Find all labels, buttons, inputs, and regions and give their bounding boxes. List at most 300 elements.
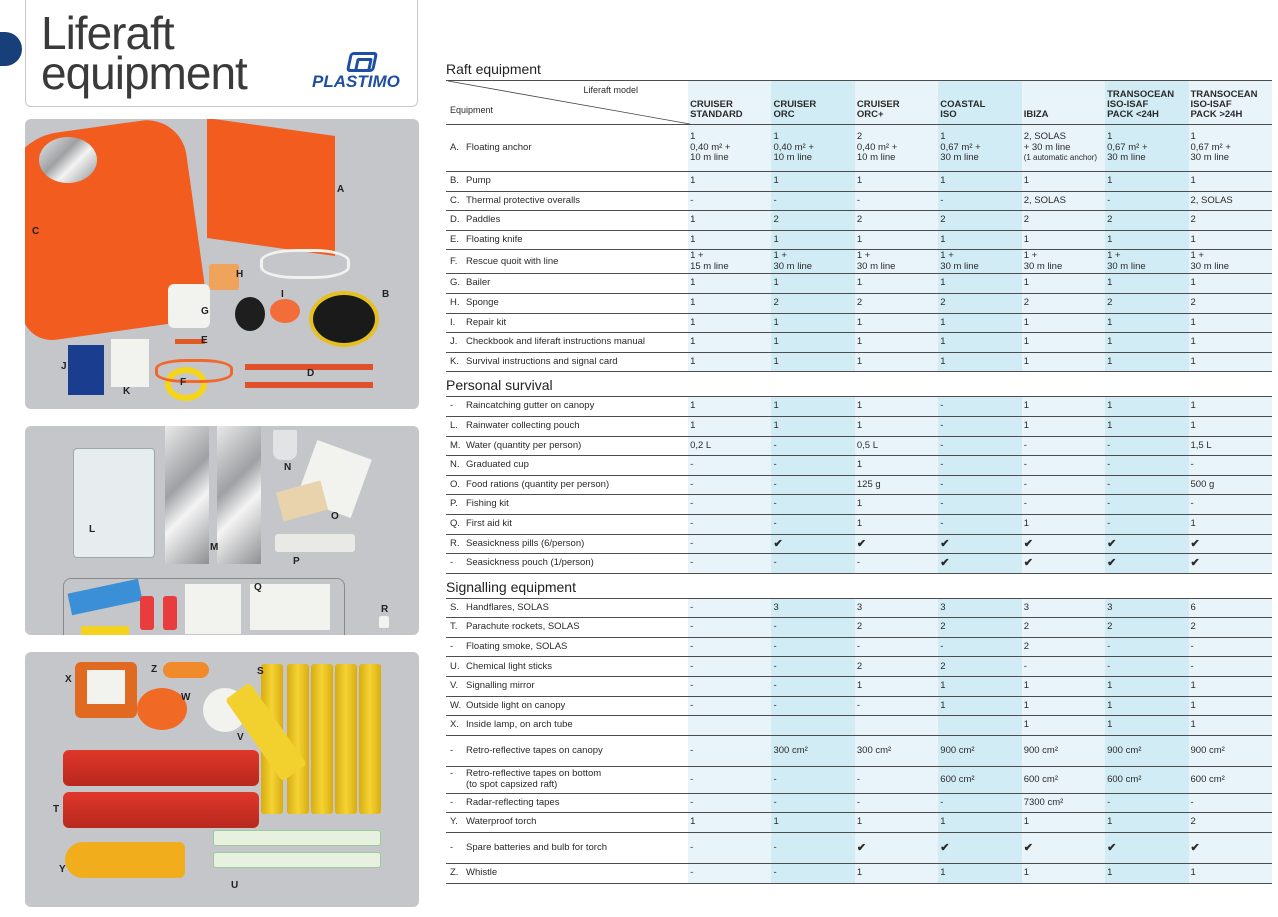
value-cell bbox=[1105, 514, 1188, 534]
value-line: - bbox=[1023, 478, 1027, 490]
value-cell bbox=[855, 864, 938, 884]
value-cell bbox=[688, 274, 771, 294]
value-line: - bbox=[690, 517, 694, 529]
value-line: - bbox=[1107, 498, 1111, 510]
value-cell bbox=[1022, 716, 1105, 736]
value-cell bbox=[938, 514, 1021, 534]
value-cell bbox=[771, 833, 854, 864]
value-line: 1 bbox=[1107, 699, 1113, 711]
value-line: 1 bbox=[690, 336, 696, 348]
label-g: G bbox=[201, 306, 209, 317]
value-cell bbox=[1022, 534, 1105, 554]
floating-anchor-image bbox=[207, 119, 335, 256]
value-cell bbox=[1189, 554, 1273, 574]
value-line: - bbox=[690, 194, 694, 206]
value-line: 2 bbox=[940, 214, 946, 226]
value-line: 2 bbox=[1190, 816, 1196, 828]
equipment-label: Chemical light sticks bbox=[466, 660, 553, 672]
equipment-cell bbox=[446, 333, 688, 353]
value-line: 1 bbox=[1107, 419, 1113, 431]
value-line: 1 bbox=[856, 517, 863, 529]
label-s: S bbox=[257, 666, 264, 677]
value-cell bbox=[1105, 436, 1188, 456]
value-cell bbox=[855, 495, 938, 515]
equipment-cell bbox=[446, 274, 688, 294]
antiseptic-bottle-2-image bbox=[163, 596, 177, 630]
equipment-label: Inside lamp, on arch tube bbox=[466, 719, 573, 731]
equipment-label: Sponge bbox=[466, 297, 499, 309]
value-line: ✔ bbox=[1023, 537, 1033, 550]
equipment-code: - bbox=[450, 796, 454, 808]
model-header-line: ISO bbox=[940, 109, 957, 120]
value-line: 2 bbox=[1190, 621, 1196, 633]
equipment-code: - bbox=[450, 400, 454, 412]
value-line: 1 + bbox=[940, 250, 954, 262]
value-line: - bbox=[773, 557, 777, 569]
value-cell bbox=[771, 495, 854, 515]
model-header-line: TRANSOCEAN bbox=[1190, 89, 1258, 100]
value-cell bbox=[1105, 125, 1188, 172]
value-cell bbox=[688, 352, 771, 372]
value-line: 1 bbox=[940, 699, 946, 711]
value-line: 1 bbox=[1190, 719, 1196, 731]
value-cell bbox=[688, 475, 771, 495]
value-line: - bbox=[773, 517, 777, 529]
equipment-label: Handflares, SOLAS bbox=[466, 601, 549, 613]
equipment-cell bbox=[446, 618, 688, 638]
equipment-label: Floating knife bbox=[466, 233, 523, 245]
value-line: 600 cm² bbox=[1190, 773, 1225, 785]
equipment-code: Y. bbox=[450, 816, 458, 828]
value-cell bbox=[855, 211, 938, 231]
value-cell bbox=[1105, 211, 1188, 231]
label-o: O bbox=[331, 511, 339, 522]
value-cell bbox=[688, 554, 771, 574]
value-cell bbox=[938, 716, 1021, 736]
value-cell bbox=[771, 211, 854, 231]
value-cell bbox=[771, 250, 854, 274]
value-cell bbox=[1189, 813, 1273, 833]
value-cell bbox=[855, 514, 938, 534]
equipment-cell bbox=[446, 191, 688, 211]
value-line: 1 bbox=[690, 400, 696, 412]
value-cell bbox=[855, 416, 938, 436]
equipment-cell bbox=[446, 735, 688, 766]
light-stick-2-image bbox=[213, 852, 381, 868]
table-row bbox=[446, 125, 1272, 172]
value-line: 1 bbox=[690, 297, 696, 309]
value-line: ✔ bbox=[940, 557, 950, 570]
value-line: 2 bbox=[1023, 214, 1029, 226]
equipment-label: Survival instructions and signal card bbox=[466, 355, 618, 367]
equipment-code: U. bbox=[450, 660, 460, 672]
value-line: - bbox=[940, 478, 944, 490]
handflare-4-image bbox=[335, 664, 357, 814]
value-line: 1 bbox=[1190, 233, 1196, 245]
equipment-cell bbox=[446, 766, 688, 793]
value-line: - bbox=[690, 621, 694, 633]
value-cell bbox=[855, 618, 938, 638]
value-line: 1 bbox=[1190, 277, 1196, 289]
equipment-code: J. bbox=[450, 336, 458, 348]
equipment-label: Checkbook and liferaft instructions manual bbox=[466, 336, 646, 348]
equipment-label: Floating anchor bbox=[466, 141, 532, 153]
value-cell bbox=[938, 864, 1021, 884]
value-line: 1 bbox=[1107, 175, 1113, 187]
value-cell bbox=[1022, 250, 1105, 274]
value-cell bbox=[1105, 657, 1188, 677]
value-cell bbox=[855, 716, 938, 736]
equipment-label: Seasickness pouch (1/person) bbox=[466, 557, 594, 569]
equipment-cell bbox=[446, 696, 688, 716]
equipment-code: - bbox=[450, 640, 454, 652]
value-cell bbox=[771, 514, 854, 534]
value-cell bbox=[938, 766, 1021, 793]
value-line: 2 bbox=[1107, 621, 1113, 633]
value-line: - bbox=[690, 459, 694, 471]
paddle-blade-image bbox=[245, 382, 373, 388]
outside-light-image bbox=[137, 688, 187, 730]
value-cell bbox=[688, 618, 771, 638]
parachute-rocket-1-image bbox=[63, 750, 259, 786]
value-line: - bbox=[773, 621, 777, 633]
value-line: - bbox=[1107, 640, 1111, 652]
model-header bbox=[938, 81, 1021, 125]
title-box bbox=[25, 0, 418, 107]
value-line: - bbox=[1023, 498, 1027, 510]
equipment-code: Z. bbox=[450, 867, 459, 879]
value-line: 2 bbox=[940, 297, 946, 309]
value-cell bbox=[1189, 793, 1273, 813]
repair-plugs-image bbox=[270, 299, 300, 323]
value-line: - bbox=[773, 478, 777, 490]
value-line: - bbox=[1190, 796, 1194, 808]
value-line: - bbox=[1107, 660, 1111, 672]
table-row bbox=[446, 456, 1272, 476]
equipment-cell bbox=[446, 813, 688, 833]
value-cell bbox=[855, 766, 938, 793]
value-line: - bbox=[1190, 640, 1194, 652]
value-line: 1 bbox=[1107, 316, 1113, 328]
value-line: 1 bbox=[940, 355, 946, 367]
table-row bbox=[446, 475, 1272, 495]
waterproof-torch-image bbox=[65, 842, 185, 878]
model-header-line: STANDARD bbox=[690, 109, 743, 120]
value-cell bbox=[771, 637, 854, 657]
equipment-code: P. bbox=[450, 498, 458, 510]
equipment-label: Spare batteries and bulb for torch bbox=[466, 841, 608, 853]
value-line: 1 bbox=[856, 175, 863, 187]
value-cell bbox=[688, 534, 771, 554]
value-line: 1 + bbox=[1107, 250, 1121, 262]
value-line: - bbox=[773, 439, 777, 451]
value-line: 1 bbox=[1023, 816, 1029, 828]
value-line: 900 cm² bbox=[1023, 744, 1059, 756]
value-cell bbox=[1189, 313, 1273, 333]
model-header-line: TRANSOCEAN bbox=[1107, 89, 1175, 100]
value-line: 2, SOLAS bbox=[1190, 194, 1233, 206]
value-cell bbox=[1105, 534, 1188, 554]
equipment-cell bbox=[446, 313, 688, 333]
equipment-cell bbox=[446, 416, 688, 436]
equipment-code: H. bbox=[450, 297, 460, 309]
value-line: - bbox=[690, 660, 694, 672]
value-cell bbox=[1189, 352, 1273, 372]
value-cell bbox=[771, 352, 854, 372]
value-line: 1 bbox=[1023, 277, 1029, 289]
model-header bbox=[771, 81, 854, 125]
equipment-label: Bailer bbox=[466, 277, 491, 289]
equipment-cell bbox=[446, 293, 688, 313]
table-row bbox=[446, 172, 1272, 192]
value-line: 2 bbox=[856, 214, 863, 226]
gauze-image bbox=[250, 584, 330, 630]
value-cell bbox=[688, 250, 771, 274]
rainwater-pouch-image bbox=[73, 448, 155, 558]
value-line: 1 bbox=[856, 233, 863, 245]
value-line: - bbox=[690, 557, 694, 569]
light-stick-1-image bbox=[213, 830, 381, 846]
table-row bbox=[446, 514, 1272, 534]
ointment-tube-image bbox=[81, 626, 129, 635]
value-cell bbox=[688, 735, 771, 766]
value-line: 30 m line bbox=[1107, 152, 1146, 164]
table-row bbox=[446, 274, 1272, 294]
value-cell bbox=[688, 677, 771, 697]
table-row bbox=[446, 696, 1272, 716]
value-line: ✔ bbox=[1107, 557, 1117, 570]
equipment-cell bbox=[446, 230, 688, 250]
table-row bbox=[446, 313, 1272, 333]
value-cell bbox=[1189, 250, 1273, 274]
equipment-label: Radar-reflecting tapes bbox=[466, 796, 560, 808]
value-cell bbox=[1189, 677, 1273, 697]
value-cell bbox=[1022, 191, 1105, 211]
value-line: - bbox=[1190, 459, 1194, 471]
value-line: 3 bbox=[1107, 601, 1113, 613]
value-cell bbox=[1105, 696, 1188, 716]
value-cell bbox=[855, 833, 938, 864]
value-line: 1 bbox=[1107, 400, 1113, 412]
value-line: 1 bbox=[940, 131, 946, 143]
equipment-label: Food rations (quantity per person) bbox=[466, 478, 610, 490]
equipment-label: Repair kit bbox=[466, 316, 507, 328]
photo-panel-personal-survival bbox=[25, 426, 419, 635]
value-line: - bbox=[856, 194, 861, 206]
value-line: 1 bbox=[690, 419, 696, 431]
table-row bbox=[446, 657, 1272, 677]
equipment-cell bbox=[446, 716, 688, 736]
header-diagonal-line bbox=[448, 81, 690, 124]
table-row bbox=[446, 230, 1272, 250]
value-line: - bbox=[690, 601, 694, 613]
value-line: - bbox=[1107, 439, 1111, 451]
value-cell bbox=[855, 293, 938, 313]
value-line: 1 bbox=[1023, 233, 1029, 245]
equipment-cell bbox=[446, 864, 688, 884]
value-line: - bbox=[940, 640, 944, 652]
value-cell bbox=[1189, 657, 1273, 677]
label-q: Q bbox=[254, 582, 262, 593]
value-cell bbox=[855, 637, 938, 657]
value-line: - bbox=[773, 640, 777, 652]
value-cell bbox=[1189, 172, 1273, 192]
value-line: 1 bbox=[1107, 719, 1113, 731]
value-cell bbox=[771, 397, 854, 417]
value-cell bbox=[855, 397, 938, 417]
handflare-5-image bbox=[359, 664, 381, 814]
value-cell bbox=[1105, 274, 1188, 294]
value-cell bbox=[688, 416, 771, 436]
value-line: 1 bbox=[1107, 277, 1113, 289]
value-cell bbox=[1189, 716, 1273, 736]
value-cell bbox=[1022, 696, 1105, 716]
equipment-code: D. bbox=[450, 214, 460, 226]
model-header-line: CRUISER bbox=[690, 99, 733, 110]
section-title: Personal survival bbox=[446, 377, 553, 394]
value-cell bbox=[938, 495, 1021, 515]
value-cell bbox=[1105, 250, 1188, 274]
table-row bbox=[446, 191, 1272, 211]
value-cell bbox=[688, 436, 771, 456]
value-cell bbox=[855, 352, 938, 372]
value-line: 15 m line bbox=[690, 260, 729, 272]
equipment-cell bbox=[446, 793, 688, 813]
equipment-label: First aid kit bbox=[466, 517, 512, 529]
value-cell bbox=[1022, 456, 1105, 476]
value-line: - bbox=[940, 194, 944, 206]
value-cell bbox=[855, 125, 938, 172]
value-cell bbox=[771, 618, 854, 638]
value-line: ✔ bbox=[1023, 841, 1033, 854]
value-cell bbox=[1189, 735, 1273, 766]
label-j: J bbox=[61, 361, 67, 372]
equipment-code: X. bbox=[450, 719, 459, 731]
value-cell bbox=[938, 598, 1021, 618]
equipment-code: M. bbox=[450, 439, 461, 451]
value-line: 1 bbox=[690, 175, 696, 187]
anchor-line-image bbox=[260, 249, 350, 279]
value-cell bbox=[1022, 793, 1105, 813]
equipment-cell bbox=[446, 125, 688, 172]
value-line: 1 bbox=[1107, 680, 1113, 692]
value-cell bbox=[855, 554, 938, 574]
table-row bbox=[446, 554, 1272, 574]
value-cell bbox=[771, 293, 854, 313]
value-cell bbox=[1105, 456, 1188, 476]
value-cell bbox=[771, 735, 854, 766]
value-line: 30 m line bbox=[940, 260, 979, 272]
value-line: 1 bbox=[1190, 400, 1196, 412]
value-cell bbox=[688, 313, 771, 333]
value-line: - bbox=[690, 867, 694, 879]
value-line: 1 bbox=[1023, 517, 1029, 529]
value-cell bbox=[938, 735, 1021, 766]
label-e: E bbox=[201, 335, 208, 346]
value-cell bbox=[1105, 313, 1188, 333]
value-cell bbox=[688, 813, 771, 833]
value-line: 1 bbox=[1190, 175, 1196, 187]
value-cell bbox=[771, 456, 854, 476]
table-row bbox=[446, 352, 1272, 372]
value-cell bbox=[1022, 293, 1105, 313]
equipment-code: - bbox=[450, 768, 454, 780]
value-line: 1 bbox=[773, 816, 779, 828]
value-line: 2 bbox=[1023, 640, 1029, 652]
value-line: 600 cm² bbox=[1023, 773, 1059, 785]
value-line: ✔ bbox=[1190, 841, 1200, 854]
equipment-table-area bbox=[446, 58, 1272, 884]
value-cell bbox=[1189, 475, 1273, 495]
value-line: - bbox=[773, 498, 777, 510]
value-cell bbox=[938, 211, 1021, 231]
value-cell bbox=[938, 793, 1021, 813]
value-cell bbox=[938, 172, 1021, 192]
model-header bbox=[688, 81, 771, 125]
value-line: 30 m line bbox=[856, 260, 896, 272]
handflare-3-image bbox=[311, 664, 333, 814]
value-line: 1 bbox=[856, 355, 863, 367]
label-f: F bbox=[180, 377, 187, 388]
value-cell bbox=[1105, 766, 1188, 793]
value-line: 1 bbox=[1107, 355, 1113, 367]
equipment-label: Thermal protective overalls bbox=[466, 194, 581, 206]
value-cell bbox=[1105, 618, 1188, 638]
value-cell bbox=[1022, 677, 1105, 697]
value-line: 1 bbox=[773, 131, 779, 143]
repair-kit-image bbox=[235, 297, 265, 331]
value-line: 0,5 L bbox=[856, 439, 879, 451]
value-line: 1 bbox=[856, 816, 863, 828]
value-line: 30 m line bbox=[1107, 260, 1146, 272]
value-line: 1 bbox=[1190, 355, 1196, 367]
equipment-cell bbox=[446, 475, 688, 495]
value-cell bbox=[938, 436, 1021, 456]
value-cell bbox=[688, 657, 771, 677]
table-row bbox=[446, 293, 1272, 313]
equipment-cell bbox=[446, 833, 688, 864]
label-x: X bbox=[65, 674, 72, 685]
value-cell bbox=[1189, 833, 1273, 864]
compresses-image bbox=[185, 584, 241, 634]
value-cell bbox=[1189, 436, 1273, 456]
value-line: ✔ bbox=[773, 537, 783, 550]
value-line: 1 + bbox=[773, 250, 787, 262]
value-line: 1 bbox=[690, 277, 696, 289]
value-cell bbox=[938, 618, 1021, 638]
value-cell bbox=[938, 696, 1021, 716]
value-line: 2 bbox=[773, 214, 779, 226]
value-line: 2 bbox=[940, 660, 946, 672]
whistle-image bbox=[163, 662, 209, 678]
value-line: 600 cm² bbox=[940, 773, 975, 785]
value-line: 2 bbox=[856, 131, 863, 143]
value-line: 10 m line bbox=[690, 152, 729, 164]
value-line: - bbox=[856, 640, 861, 652]
value-cell bbox=[938, 125, 1021, 172]
value-cell bbox=[688, 191, 771, 211]
equipment-code: W. bbox=[450, 699, 462, 711]
table-row bbox=[446, 637, 1272, 657]
equipment-label: Whistle bbox=[466, 867, 498, 879]
equipment-cell bbox=[446, 456, 688, 476]
value-line: 0,67 m² + bbox=[1190, 141, 1231, 153]
value-line: - bbox=[690, 498, 694, 510]
value-line: - bbox=[773, 194, 777, 206]
section-title: Raft equipment bbox=[446, 61, 541, 77]
equipment-code: R. bbox=[450, 537, 460, 549]
label-r: R bbox=[381, 604, 389, 615]
